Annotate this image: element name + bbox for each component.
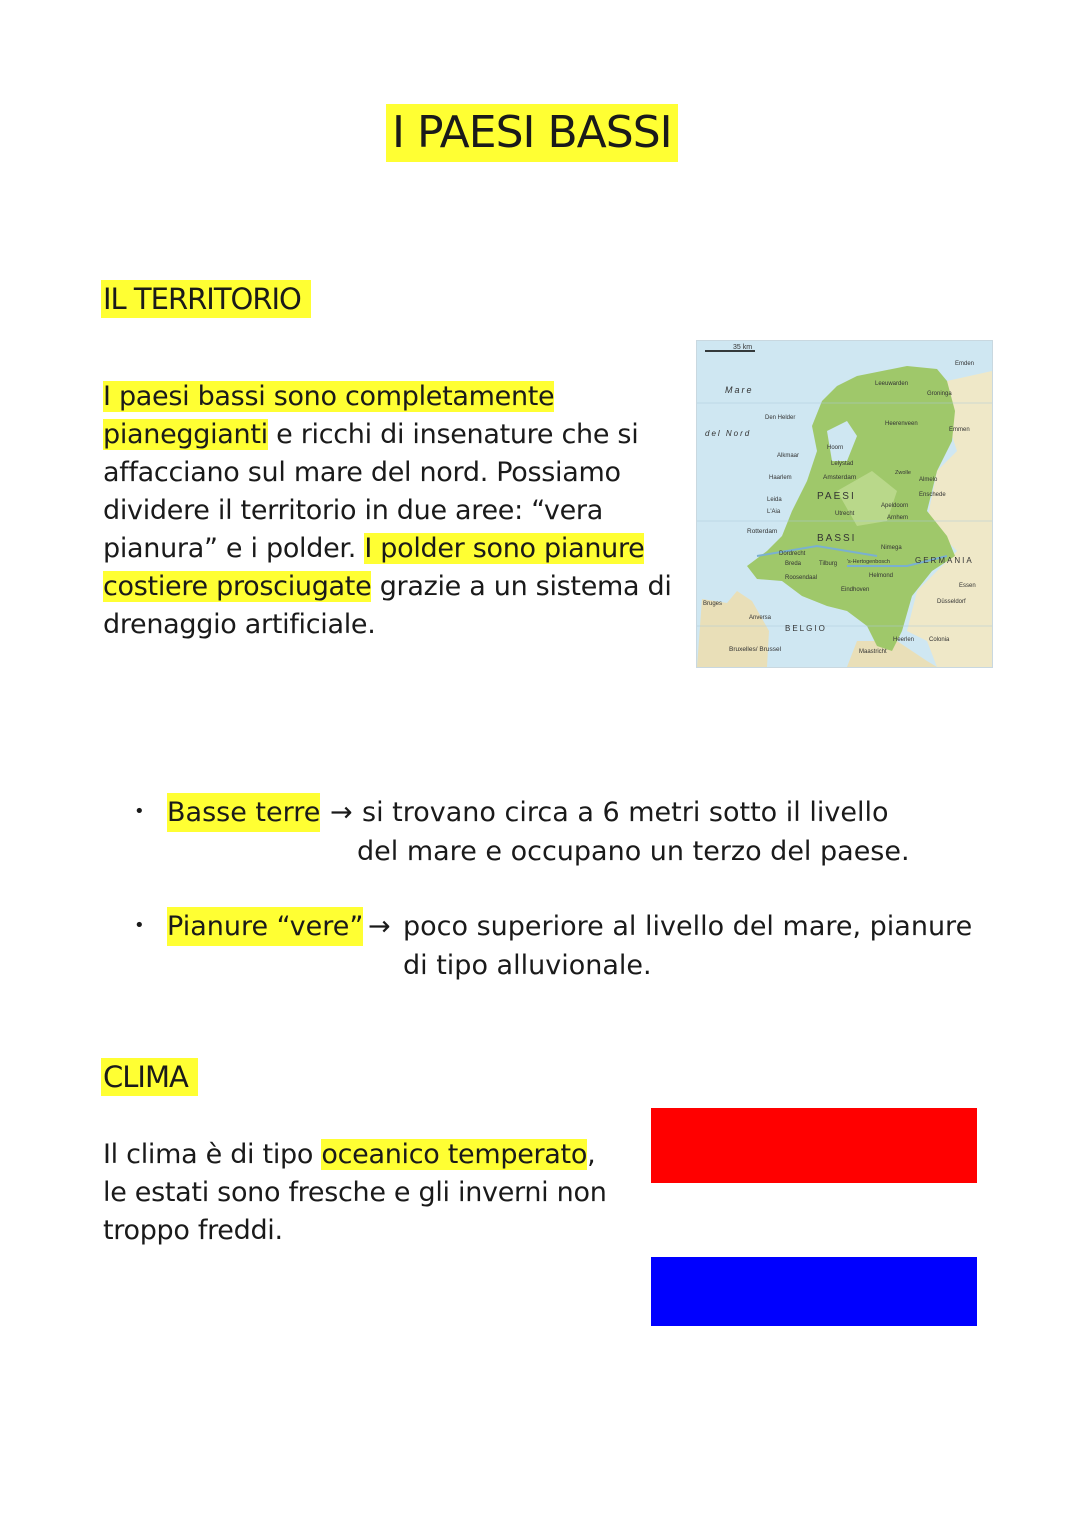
flag-red-stripe (651, 1108, 977, 1183)
map-label: Leeuwarden (875, 381, 909, 387)
map-label: Alkmaar (777, 453, 800, 459)
map-label: Roosendaal (785, 575, 818, 581)
map-label: Tilburg (819, 561, 838, 567)
map-label: Arnhem (887, 515, 909, 521)
map-label: Emden (955, 361, 975, 367)
highlighted-text: I polder sono pianure (364, 533, 645, 564)
map-label: Bruxelles/ Brussel (729, 646, 782, 653)
map-label: Almelo (919, 477, 938, 483)
map-label: Anversa (749, 615, 772, 621)
map-label: Apeldoorn (881, 503, 909, 509)
map-label: BASSI (817, 533, 857, 544)
clima-line (103, 1212, 623, 1250)
map-label: Colonia (929, 637, 950, 643)
map-label: Rotterdam (747, 528, 778, 535)
territorio-line (103, 568, 683, 606)
text-span: drenaggio artificiale. (103, 609, 376, 640)
map-label: Den Helder (765, 415, 796, 421)
flag-blue-stripe (651, 1257, 977, 1326)
map-label: Dordrecht (779, 551, 806, 557)
map-label: Emmen (949, 427, 970, 433)
bullet-description: poco superiore al livello del mare, pianure (403, 911, 973, 942)
clima-line (103, 1136, 623, 1174)
page-title: I PAESI BASSI (386, 104, 678, 162)
map-label: Bruges (703, 601, 723, 607)
map-label: Düsseldorf (937, 599, 966, 605)
bullet-description: si trovano circa a 6 metri sotto il livello (362, 797, 889, 828)
territorio-line (103, 416, 683, 454)
map-label: Lelystad (831, 461, 854, 467)
map-label: 's-Hertogenbosch (847, 559, 890, 565)
map-label: Utrecht (835, 511, 855, 517)
text-span: , (587, 1139, 596, 1170)
map-label: GERMANIA (915, 556, 974, 565)
text-span: le estati sono fresche e gli inverni non (103, 1177, 607, 1208)
text-span: Il clima è di tipo (103, 1139, 322, 1170)
highlighted-text: I paesi bassi sono completamente (103, 381, 555, 412)
text-span: grazie a un sistema di (371, 571, 672, 602)
map-scale: 35 km (733, 344, 753, 351)
map-label: BELGIO (785, 624, 827, 633)
map-label: Heerlen (893, 637, 915, 643)
bullet-term: Pianure “vere” (167, 907, 363, 946)
bullet-description: del mare e occupano un terzo del paese. (357, 836, 910, 867)
text-span: troppo freddi. (103, 1215, 283, 1246)
map-label: Hoorn (827, 445, 844, 451)
map-label: Amsterdam (823, 474, 857, 481)
map-label: Leida (767, 497, 782, 503)
map-label: PAESI (817, 491, 856, 502)
highlighted-text: oceanico temperato (321, 1139, 588, 1170)
map-label: Eindhoven (841, 587, 870, 593)
territorio-line (103, 530, 683, 568)
map-label: Nimega (881, 545, 902, 551)
arrow-icon: → (368, 911, 391, 942)
map-label: del Nord (705, 429, 752, 438)
bullet-term: Basse terre (167, 793, 320, 832)
map-label: Maastricht (859, 649, 887, 655)
map-label: L'Aia (767, 509, 781, 515)
section-heading-territorio: IL TERRITORIO (101, 280, 311, 318)
territorio-line (103, 454, 683, 492)
map-label: Mare (725, 385, 754, 395)
map-label: Helmond (869, 573, 894, 579)
map-label: Breda (785, 561, 802, 567)
highlighted-text: pianeggianti (103, 419, 268, 450)
clima-paragraph (103, 1136, 623, 1250)
map-label: Heerenveen (885, 421, 918, 427)
clima-line (103, 1174, 623, 1212)
netherlands-map (696, 340, 993, 668)
territorio-line (103, 492, 683, 530)
territorio-paragraph (103, 378, 683, 644)
section-heading-clima: CLIMA (101, 1058, 198, 1096)
bullet-dot: • (134, 915, 145, 936)
arrow-icon: → (330, 797, 353, 828)
highlighted-text: costiere prosciugate (103, 571, 372, 602)
text-span: e ricchi di insenature che si (267, 419, 639, 450)
bullet-description: di tipo alluvionale. (403, 950, 652, 981)
map-label: Essen (959, 583, 976, 589)
bullet-dot: • (134, 801, 145, 822)
territorio-line (103, 606, 683, 644)
map-label: Haarlem (769, 475, 792, 481)
text-span: affacciano sul mare del nord. Possiamo (103, 457, 621, 488)
map-label: Groninga (927, 391, 952, 397)
text-span: pianura” e i polder. (103, 533, 365, 564)
map-illustration (697, 341, 992, 667)
text-span: dividere il territorio in due aree: “vera (103, 495, 603, 526)
territorio-line (103, 378, 683, 416)
map-label: Zwolle (895, 470, 911, 476)
map-label: Enschede (919, 492, 946, 498)
